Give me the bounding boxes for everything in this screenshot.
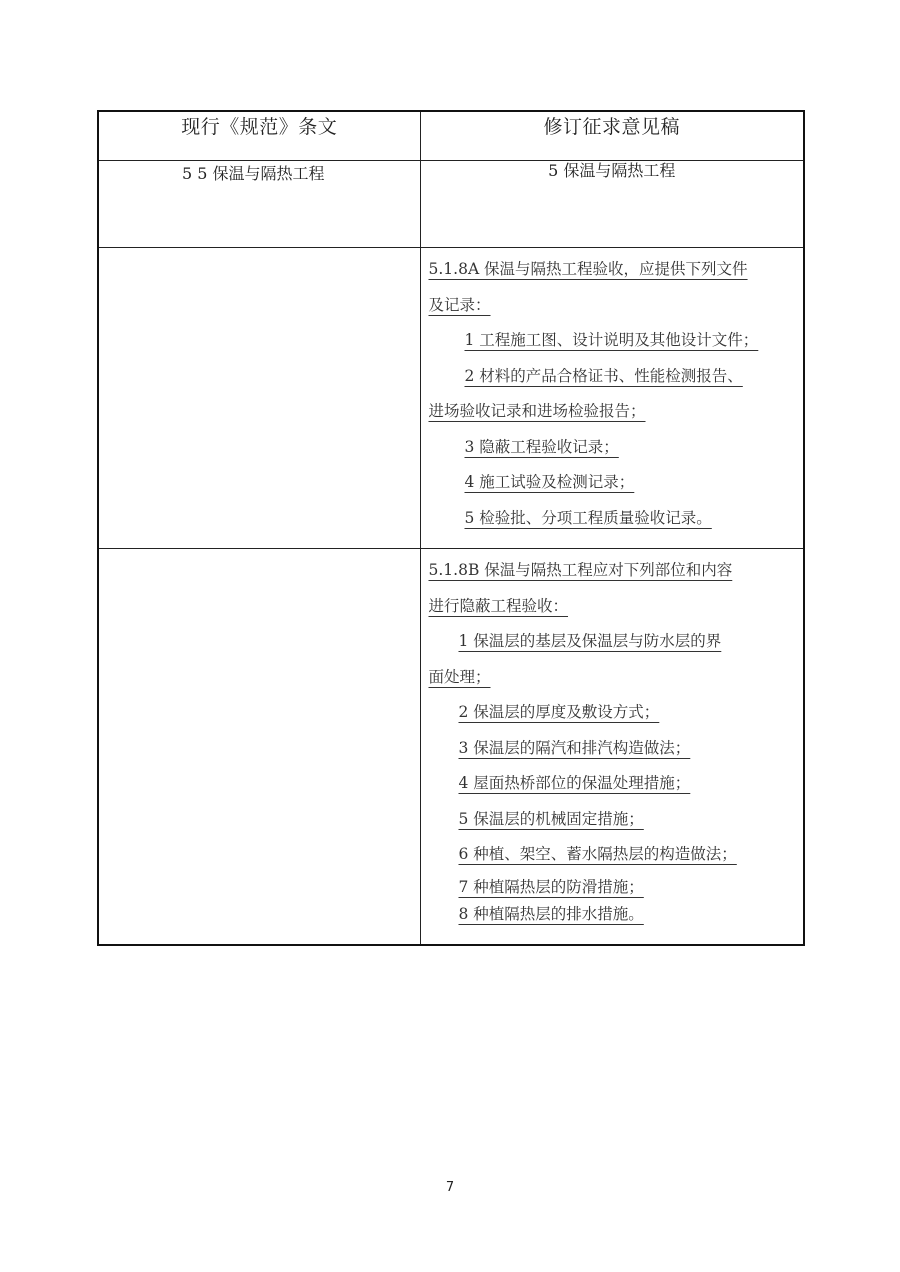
clause-item: 4 屋面热桥部位的保温处理措施； <box>458 774 691 792</box>
clause-row-5-1-8b <box>98 549 804 945</box>
clause-line: 5.1.8A 保温与隔热工程验收，应提供下列文件 <box>428 260 748 278</box>
comparison-table <box>97 110 805 946</box>
chapter-row <box>98 161 804 248</box>
clause-item: 7 种植隔热层的防滑措施； <box>458 877 644 896</box>
clause-item: 2 保温层的厚度及敷设方式； <box>458 703 660 721</box>
table-header-row <box>98 111 804 161</box>
clause-item: 3 隐蔽工程验收记录； <box>464 437 619 456</box>
revised-clause-cell <box>420 549 804 945</box>
clause-item: 4 施工试验及检测记录； <box>464 473 635 491</box>
chapter-revised-cell <box>420 161 804 248</box>
current-empty-cell <box>98 549 420 945</box>
header-revised-draft: 修订征求意见稿 <box>420 111 804 161</box>
chapter-current-title: 5 5 保温与隔热工程 <box>181 164 325 183</box>
clause-line: 进行隐蔽工程验收： <box>428 596 569 615</box>
clause-row-5-1-8a <box>98 248 804 549</box>
clause-item: 6 种植、架空、蓄水隔热层的构造做法； <box>458 845 737 863</box>
revised-clause-cell <box>420 248 804 549</box>
clause-item: 3 保温层的隔汽和排汽构造做法； <box>458 738 691 757</box>
clause-line: 5.1.8B 保温与隔热工程应对下列部位和内容 <box>428 561 733 579</box>
header-current-clause: 现行《规范》条文 <box>98 111 420 161</box>
clause-item: 1 保温层的基层及保温层与防水层的界 <box>458 632 722 650</box>
clause-5-1-8a <box>421 248 804 548</box>
clause-item: 8 种植隔热层的排水措施。 <box>458 904 644 923</box>
clause-item: 5 检验批、分项工程质量验收记录。 <box>464 508 712 527</box>
clause-line: 面处理； <box>428 667 491 686</box>
current-empty-cell <box>98 248 420 549</box>
clause-5-1-8b <box>421 549 804 939</box>
clause-item: 1 工程施工图、设计说明及其他设计文件； <box>464 331 759 349</box>
page-number: 7 <box>445 1180 455 1195</box>
chapter-revised-title: 5 保温与隔热工程 <box>548 161 676 180</box>
clause-item: 5 保温层的机械固定措施； <box>458 809 644 828</box>
chapter-current-cell <box>98 161 420 248</box>
clause-line: 及记录： <box>428 295 491 314</box>
clause-line: 进场验收记录和进场检验报告； <box>428 402 646 420</box>
clause-item: 2 材料的产品合格证书、性能检测报告、 <box>464 366 743 385</box>
